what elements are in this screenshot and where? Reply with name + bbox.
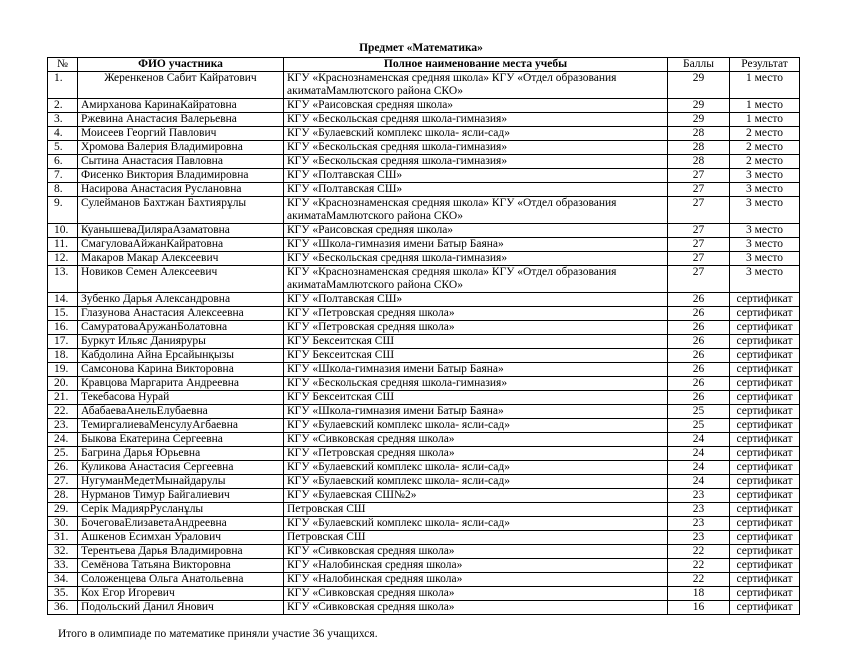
school-name: КГУ «Сивковская средняя школа» [284,545,668,559]
table-row [48,601,800,615]
result: 3 место [730,266,800,293]
score: 22 [668,559,730,573]
participant-name: АбабаеваАнельЕлубаевна [78,405,284,419]
score: 22 [668,573,730,587]
result: сертификат [730,391,800,405]
result: сертификат [730,531,800,545]
result: сертификат [730,587,800,601]
score: 18 [668,587,730,601]
table-row [48,559,800,573]
participant-name: Сытина Анастасия Павловна [78,155,284,169]
participant-name: Самсонова Карина Викторовна [78,363,284,377]
result: 2 место [730,127,800,141]
school-name: Петровская СШ [284,531,668,545]
score: 27 [668,183,730,197]
result: сертификат [730,433,800,447]
result: 1 место [730,113,800,127]
result: сертификат [730,517,800,531]
score: 22 [668,545,730,559]
header-num: № [48,58,78,72]
score: 23 [668,531,730,545]
result: 1 место [730,99,800,113]
school-name: КГУ «Булаевский комплекс школа- ясли-сад» [284,127,668,141]
result: 2 место [730,141,800,155]
school-name: КГУ «Сивковская средняя школа» [284,433,668,447]
result: сертификат [730,405,800,419]
table-row [48,419,800,433]
participant-name: Соложенцева Ольга Анатольевна [78,573,284,587]
row-number: 23. [48,419,78,433]
score: 28 [668,155,730,169]
school-name: КГУ «Булаевский комплекс школа- ясли-сад» [284,475,668,489]
row-number: 25. [48,447,78,461]
row-number: 22. [48,405,78,419]
table-row [48,141,800,155]
table-row [48,113,800,127]
row-number: 16. [48,321,78,335]
table-row [48,197,800,224]
result: сертификат [730,363,800,377]
row-number: 34. [48,573,78,587]
school-name: КГУ «Бескольская средняя школа-гимназия» [284,155,668,169]
table-row [48,433,800,447]
table-row [48,293,800,307]
header-result: Результат [730,58,800,72]
result: 2 место [730,155,800,169]
participant-name: Сулейманов Бахтжан Бахтиярұлы [78,197,284,224]
result: 3 место [730,197,800,224]
result: сертификат [730,545,800,559]
participant-name: НугуманМедетМынайдарулы [78,475,284,489]
table-row [48,391,800,405]
score: 26 [668,293,730,307]
result: сертификат [730,447,800,461]
result: сертификат [730,573,800,587]
table-row [48,377,800,391]
table-row [48,266,800,293]
result: 3 место [730,224,800,238]
school-name: КГУ «Петровская средняя школа» [284,321,668,335]
school-name: КГУ Бексеитская СШ [284,349,668,363]
result: 3 место [730,252,800,266]
score: 26 [668,321,730,335]
participant-name: КуанышеваДиляраАзаматовна [78,224,284,238]
school-name: КГУ Бексеитская СШ [284,335,668,349]
score: 26 [668,377,730,391]
row-number: 14. [48,293,78,307]
table-row [48,238,800,252]
participant-name: Нурманов Тимур Байгалиевич [78,489,284,503]
result: 3 место [730,238,800,252]
score: 27 [668,252,730,266]
score: 27 [668,238,730,252]
row-number: 33. [48,559,78,573]
school-name: КГУ «Бескольская средняя школа-гимназия» [284,113,668,127]
row-number: 4. [48,127,78,141]
result: сертификат [730,489,800,503]
table-row [48,307,800,321]
score: 24 [668,447,730,461]
table-row [48,545,800,559]
participant-name: Глазунова Анастасия Алексеевна [78,307,284,321]
score: 28 [668,141,730,155]
participant-name: Текебасова Нурай [78,391,284,405]
results-table [47,57,800,615]
row-number: 27. [48,475,78,489]
participant-name: Амирханова КаринаКайратовна [78,99,284,113]
score: 23 [668,503,730,517]
participant-name: Фисенко Виктория Владимировна [78,169,284,183]
score: 29 [668,113,730,127]
table-row [48,517,800,531]
school-name: КГУ «Раисовская средняя школа» [284,99,668,113]
score: 23 [668,517,730,531]
participant-name: Серік МадиярРусланұлы [78,503,284,517]
participant-name: Ржевина Анастасия Валерьевна [78,113,284,127]
table-row [48,489,800,503]
row-number: 6. [48,155,78,169]
table-row [48,183,800,197]
table-row [48,475,800,489]
school-name: Петровская СШ [284,503,668,517]
school-name: КГУ «Налобинская средняя школа» [284,559,668,573]
result: сертификат [730,307,800,321]
row-number: 17. [48,335,78,349]
school-name: КГУ «Сивковская средняя школа» [284,601,668,615]
school-name: КГУ «Бескольская средняя школа-гимназия» [284,141,668,155]
score: 24 [668,433,730,447]
table-row [48,587,800,601]
school-name: КГУ «Полтавская СШ» [284,183,668,197]
score: 24 [668,461,730,475]
school-name: КГУ «Булаевская СШ№2» [284,489,668,503]
school-name: КГУ «Булаевский комплекс школа- ясли-сад» [284,517,668,531]
school-name: КГУ «Краснознаменская средняя школа» КГУ «Отдел образования акиматаМамлютского района СКО» [284,266,668,293]
score: 29 [668,72,730,99]
row-number: 7. [48,169,78,183]
result: 3 место [730,183,800,197]
score: 27 [668,169,730,183]
row-number: 28. [48,489,78,503]
row-number: 1. [48,72,78,99]
result: 3 место [730,169,800,183]
school-name: КГУ «Налобинская средняя школа» [284,573,668,587]
participant-name: Зубенко Дарья Александровна [78,293,284,307]
school-name: КГУ «Булаевский комплекс школа- ясли-сад» [284,419,668,433]
table-row [48,169,800,183]
participant-name: Куликова Анастасия Сергеевна [78,461,284,475]
row-number: 20. [48,377,78,391]
result: сертификат [730,559,800,573]
row-number: 31. [48,531,78,545]
participant-name: Жеренкенов Сабит Кайратович [78,72,284,99]
row-number: 11. [48,238,78,252]
header-row [48,58,800,72]
participant-name: Кабдолина Айна Ерсайынқызы [78,349,284,363]
row-number: 26. [48,461,78,475]
score: 28 [668,127,730,141]
row-number: 21. [48,391,78,405]
table-row [48,531,800,545]
result: сертификат [730,461,800,475]
participant-name: Кох Егор Игоревич [78,587,284,601]
school-name: КГУ «Петровская средняя школа» [284,447,668,461]
table-row [48,405,800,419]
row-number: 19. [48,363,78,377]
school-name: КГУ «Бескольская средняя школа-гимназия» [284,377,668,391]
row-number: 18. [48,349,78,363]
row-number: 2. [48,99,78,113]
table-row [48,224,800,238]
table-row [48,335,800,349]
result: сертификат [730,419,800,433]
school-name: КГУ Бексеитская СШ [284,391,668,405]
participant-name: Кравцова Маргарита Андреевна [78,377,284,391]
participant-name: СмагуловаАйжанКайратовна [78,238,284,252]
participant-name: Семёнова Татьяна Викторовна [78,559,284,573]
row-number: 12. [48,252,78,266]
score: 26 [668,363,730,377]
result: сертификат [730,321,800,335]
score: 29 [668,99,730,113]
header-score: Баллы [668,58,730,72]
row-number: 9. [48,197,78,224]
score: 27 [668,266,730,293]
table-row [48,72,800,99]
row-number: 13. [48,266,78,293]
score: 24 [668,475,730,489]
row-number: 8. [48,183,78,197]
table-row [48,99,800,113]
row-number: 30. [48,517,78,531]
row-number: 3. [48,113,78,127]
participant-name: Хромова Валерия Владимировна [78,141,284,155]
row-number: 35. [48,587,78,601]
school-name: КГУ «Сивковская средняя школа» [284,587,668,601]
row-number: 36. [48,601,78,615]
participant-name: Новиков Семен Алексеевич [78,266,284,293]
footer-note: Итого в олимпиаде по математике приняли участие 36 учащихся. [58,628,378,640]
row-number: 5. [48,141,78,155]
participant-name: Подольский Данил Янович [78,601,284,615]
header-school: Полное наименование места учебы [284,58,668,72]
row-number: 24. [48,433,78,447]
row-number: 32. [48,545,78,559]
table-row [48,127,800,141]
row-number: 29. [48,503,78,517]
score: 25 [668,405,730,419]
result: сертификат [730,601,800,615]
table-row [48,349,800,363]
score: 26 [668,349,730,363]
score: 27 [668,224,730,238]
table-row [48,252,800,266]
participant-name: СамуратоваАружанБолатовна [78,321,284,335]
participant-name: Моисеев Георгий Павлович [78,127,284,141]
score: 23 [668,489,730,503]
participant-name: Быкова Екатерина Сергеевна [78,433,284,447]
school-name: КГУ «Полтавская СШ» [284,293,668,307]
row-number: 15. [48,307,78,321]
table-row [48,363,800,377]
table-row [48,461,800,475]
school-name: КГУ «Булаевский комплекс школа- ясли-сад» [284,461,668,475]
result: сертификат [730,503,800,517]
school-name: КГУ «Раисовская средняя школа» [284,224,668,238]
table-row [48,573,800,587]
result: 1 место [730,72,800,99]
result: сертификат [730,293,800,307]
score: 26 [668,391,730,405]
participant-name: Насирова Анастасия Руслановна [78,183,284,197]
school-name: КГУ «Бескольская средняя школа-гимназия» [284,252,668,266]
participant-name: БочеговаЕлизаветаАндреевна [78,517,284,531]
score: 25 [668,419,730,433]
school-name: КГУ «Полтавская СШ» [284,169,668,183]
table-row [48,321,800,335]
header-name: ФИО участника [78,58,284,72]
school-name: КГУ «Школа-гимназия имени Батыр Баяна» [284,405,668,419]
score: 16 [668,601,730,615]
school-name: КГУ «Петровская средняя школа» [284,307,668,321]
result: сертификат [730,475,800,489]
score: 27 [668,197,730,224]
score: 26 [668,335,730,349]
participant-name: Терентьева Дарья Владимировна [78,545,284,559]
participant-name: Макаров Макар Алексеевич [78,252,284,266]
result: сертификат [730,377,800,391]
school-name: КГУ «Краснознаменская средняя школа» КГУ «Отдел образования акиматаМамлютского района СКО» [284,197,668,224]
table-row [48,155,800,169]
table-row [48,503,800,517]
school-name: КГУ «Школа-гимназия имени Батыр Баяна» [284,363,668,377]
score: 26 [668,307,730,321]
school-name: КГУ «Краснознаменская средняя школа» КГУ «Отдел образования акиматаМамлютского района СКО» [284,72,668,99]
document-title: Предмет «Математика» [359,42,483,54]
row-number: 10. [48,224,78,238]
participant-name: Ашкенов Есимхан Уралович [78,531,284,545]
participant-name: Багрина Дарья Юрьевна [78,447,284,461]
participant-name: Буркут Ильяс Данияруры [78,335,284,349]
result: сертификат [730,349,800,363]
result: сертификат [730,335,800,349]
participant-name: ТемиргалиеваМенсулуАгбаевна [78,419,284,433]
table-row [48,447,800,461]
school-name: КГУ «Школа-гимназия имени Батыр Баяна» [284,238,668,252]
